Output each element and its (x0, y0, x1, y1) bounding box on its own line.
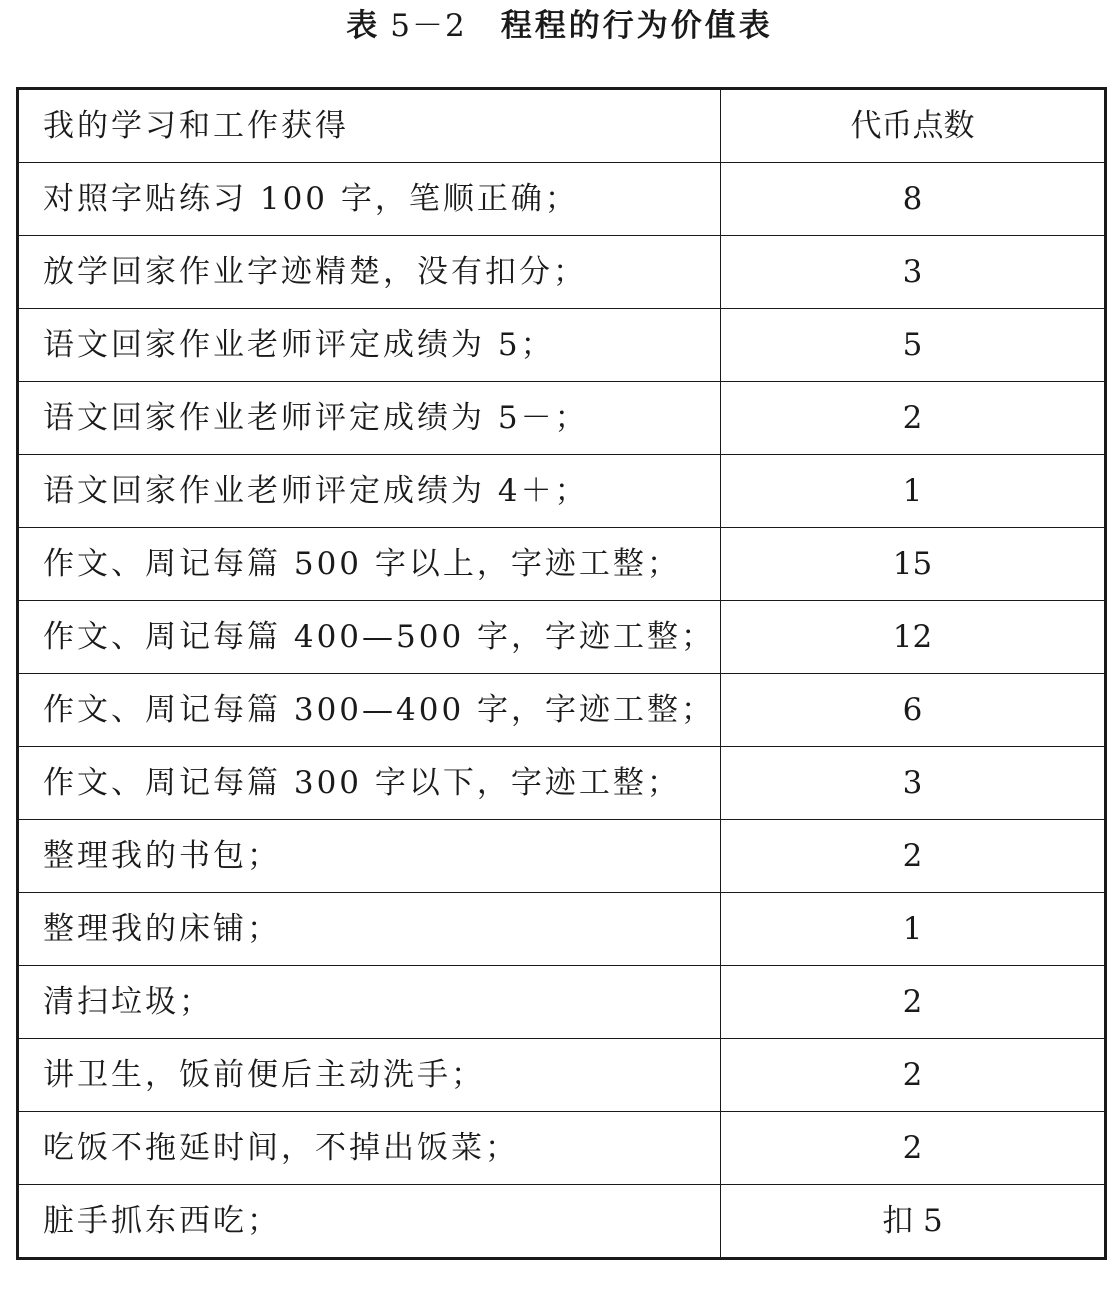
behavior-cell: 作文、周记每篇 300 字以下，字迹工整； (18, 747, 721, 820)
points-cell: 15 (721, 528, 1106, 601)
table-row (18, 1185, 1106, 1259)
behavior-cell: 语文回家作业老师评定成绩为 5－； (18, 382, 721, 455)
behavior-cell: 作文、周记每篇 400—500 字，字迹工整； (18, 601, 721, 674)
table-header-row (18, 89, 1106, 163)
behavior-cell: 作文、周记每篇 500 字以上，字迹工整； (18, 528, 721, 601)
points-cell: 1 (721, 455, 1106, 528)
behavior-cell: 整理我的床铺； (18, 893, 721, 966)
points-cell: 2 (721, 1039, 1106, 1112)
points-cell: 2 (721, 1112, 1106, 1185)
behavior-cell: 讲卫生，饭前便后主动洗手； (18, 1039, 721, 1112)
header-points: 代币点数 (721, 89, 1106, 163)
points-cell: 5 (721, 309, 1106, 382)
table-row (18, 309, 1106, 382)
table-row (18, 820, 1106, 893)
table-row (18, 674, 1106, 747)
behavior-cell: 脏手抓东西吃； (18, 1185, 721, 1259)
table-row (18, 601, 1106, 674)
points-cell: 扣 5 (721, 1185, 1106, 1259)
caption-number: 5－2 (390, 8, 467, 44)
behavior-cell: 放学回家作业字迹精楚，没有扣分； (18, 236, 721, 309)
table-body (18, 89, 1106, 1259)
points-cell: 2 (721, 382, 1106, 455)
table-row (18, 455, 1106, 528)
behavior-cell: 对照字贴练习 100 字，笔顺正确； (18, 163, 721, 236)
points-cell: 2 (721, 820, 1106, 893)
behavior-cell: 语文回家作业老师评定成绩为 4＋； (18, 455, 721, 528)
table-caption (0, 4, 1119, 48)
table-row (18, 893, 1106, 966)
points-cell: 3 (721, 747, 1106, 820)
points-cell: 6 (721, 674, 1106, 747)
caption-label: 表 (346, 8, 381, 44)
behavior-cell: 整理我的书包； (18, 820, 721, 893)
table-row (18, 1112, 1106, 1185)
points-cell: 12 (721, 601, 1106, 674)
table-row (18, 528, 1106, 601)
points-cell: 1 (721, 893, 1106, 966)
behavior-cell: 吃饭不拖延时间，不掉出饭菜； (18, 1112, 721, 1185)
table-row (18, 236, 1106, 309)
table-row (18, 382, 1106, 455)
table-row (18, 1039, 1106, 1112)
caption-text: 程程的行为价值表 (500, 8, 773, 44)
table-row (18, 163, 1106, 236)
behavior-cell: 作文、周记每篇 300—400 字，字迹工整； (18, 674, 721, 747)
behavior-cell: 清扫垃圾； (18, 966, 721, 1039)
behavior-cell: 语文回家作业老师评定成绩为 5； (18, 309, 721, 382)
points-cell: 8 (721, 163, 1106, 236)
table-row (18, 966, 1106, 1039)
header-behavior: 我的学习和工作获得 (18, 89, 721, 163)
table-row (18, 747, 1106, 820)
points-cell: 3 (721, 236, 1106, 309)
points-cell: 2 (721, 966, 1106, 1039)
behavior-value-table (16, 87, 1107, 1260)
